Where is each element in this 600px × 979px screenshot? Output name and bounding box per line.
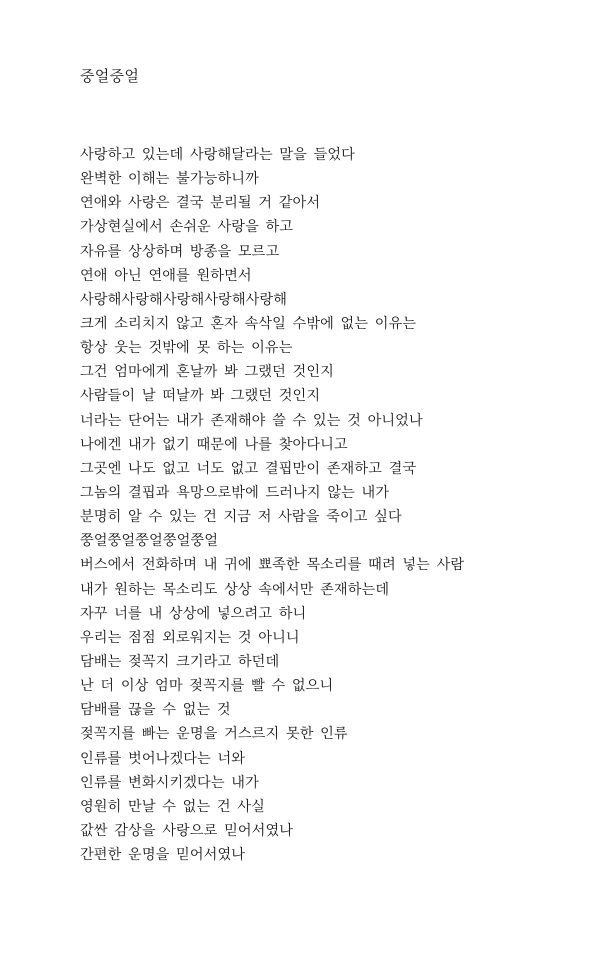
poem-line: 나에겐 내가 없기 때문에 나를 찾아다니고 (80, 436, 348, 453)
poem-line: 젖꼭지를 빠는 운명을 거스르지 못한 인류 (80, 726, 348, 743)
poem-line: 사랑하고 있는데 사랑해달라는 말을 들었다 (80, 147, 355, 163)
poem-body (80, 143, 580, 867)
poem-line: 자유를 상상하며 방종을 모르고 (80, 243, 280, 260)
poem-line: 인류를 벗어나겠다는 너와 (80, 750, 246, 767)
poem-line: 가상현실에서 손쉬운 사랑을 하고 (80, 219, 294, 236)
poem-line: 그놈의 결핍과 욕망으로밖에 드러나지 않는 내가 (80, 484, 390, 501)
poem-line: 연애 아닌 연애를 원하면서 (80, 267, 252, 284)
poem-line: 사람들이 날 떠날까 봐 그랬던 것인지 (80, 388, 321, 405)
poem-line: 항상 웃는 것밖에 못 하는 이유는 (80, 340, 293, 357)
poem-line: 값싼 감상을 사랑으로 믿어서였나 (80, 822, 294, 839)
poem-title: 중얼중얼 (80, 67, 140, 85)
poem-line: 버스에서 전화하며 내 귀에 뾰족한 목소리를 때려 넣는 사람 (80, 557, 465, 574)
poem-line: 그건 엄마에게 혼날까 봐 그랬던 것인지 (80, 364, 334, 381)
poem-line: 완벽한 이해는 불가능하니까 (80, 171, 259, 188)
poem-line: 크게 소리치지 않고 혼자 속삭일 수밖에 없는 이유는 (80, 315, 417, 332)
poem-line: 간편한 운명을 믿어서였나 (80, 847, 246, 864)
poem-line: 자꾸 너를 내 상상에 넣으려고 하니 (80, 605, 307, 622)
poem-line: 영원히 만날 수 없는 건 사실 (80, 798, 265, 815)
poem-line: 난 더 이상 엄마 젖꼭지를 빨 수 없으니 (80, 678, 334, 695)
poem-line: 담배는 젖꼭지 크기라고 하던데 (80, 653, 280, 670)
poem-line: 쭝얼쭝얼쭝얼쭝얼쭝얼 (80, 533, 219, 550)
poem-line: 인류를 변화시키겠다는 내가 (80, 774, 259, 791)
poem-line: 분명히 알 수 있는 건 지금 저 사람을 죽이고 싶다 (80, 509, 402, 526)
poem-line: 담배를 끊을 수 없는 것 (80, 702, 231, 719)
poem-line: 그곳엔 나도 없고 너도 없고 결핍만이 존재하고 결국 (80, 460, 417, 477)
poem-line: 우리는 점점 외로워지는 것 아니니 (80, 629, 300, 646)
poem-line: 연애와 사랑은 결국 분리될 거 같아서 (80, 195, 321, 212)
poem-line: 내가 원하는 목소리도 상상 속에서만 존재하는데 (80, 581, 390, 598)
poem-line: 사랑해사랑해사랑해사랑해사랑해 (80, 291, 288, 308)
poem-line: 너라는 단어는 내가 존재해야 쓸 수 있는 것 아니었나 (80, 412, 423, 429)
